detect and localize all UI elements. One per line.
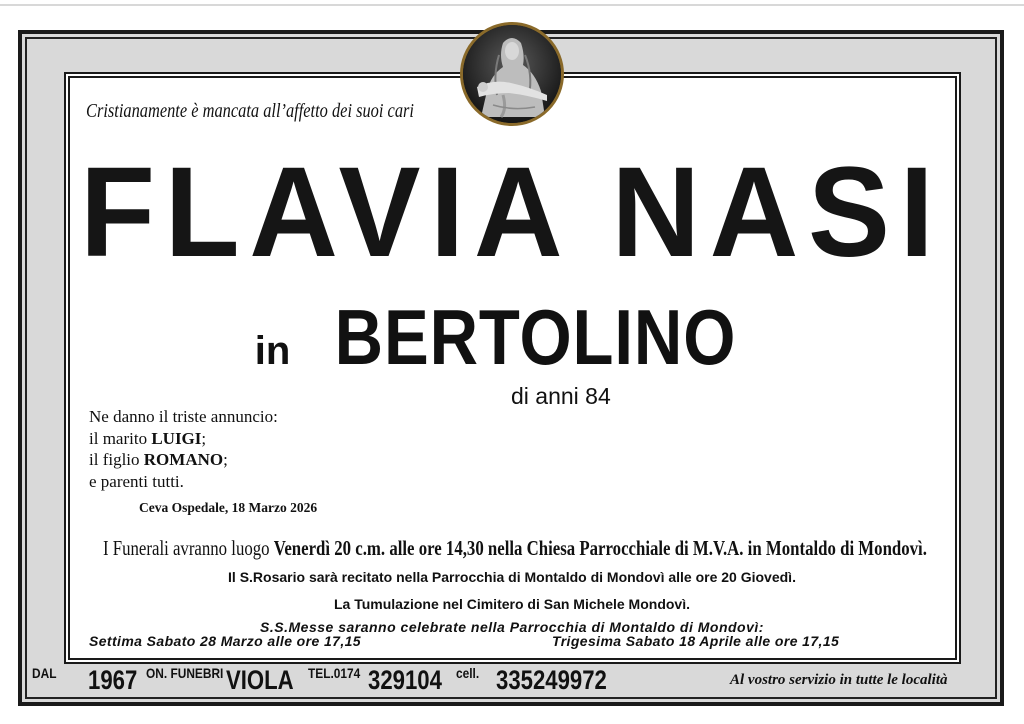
- announcement-lead: Ne danno il triste annuncio:: [89, 407, 278, 426]
- married-name: [0, 292, 1024, 383]
- rosario-info: Il S.Rosario sarà recitato nella Parrocchia di Montaldo di Mondovì alle ore 20 Giovedì.: [228, 569, 796, 585]
- announcement-line-prefix: il figlio: [89, 450, 144, 469]
- footer-cell-number: 335249972: [496, 665, 607, 695]
- footer-tel-number: 329104: [368, 665, 442, 695]
- footer-company: VIOLA: [226, 665, 294, 695]
- intro-line: Cristianamente è mancata all’affetto dei suoi cari: [86, 100, 414, 122]
- footer-year: 1967: [88, 665, 138, 695]
- announcement-line-husband: [89, 428, 278, 450]
- mass-thirtieth-day: Trigesima Sabato 18 Aprile alle ore 17,15: [552, 633, 840, 649]
- announcement-line-prefix: il marito: [89, 428, 152, 448]
- footer-cell-label: cell.: [456, 665, 480, 681]
- announcement-line-name: LUIGI: [151, 428, 202, 448]
- married-prefix: in: [254, 329, 291, 373]
- announcement-line-relatives: [89, 471, 278, 493]
- announcement-line-suffix: ;: [223, 450, 228, 469]
- footer-tel-label: TEL.0174: [308, 665, 361, 681]
- footer-dal: DAL: [32, 665, 57, 681]
- mass-seventh-day: Settima Sabato 28 Marzo alle ore 17,15: [89, 633, 361, 649]
- top-rule: [0, 4, 1024, 6]
- age: di anni 84: [511, 383, 611, 409]
- announcement-line-prefix: e parenti tutti.: [89, 471, 184, 491]
- announcement-line-son: [89, 449, 278, 471]
- announcement-line-suffix: ;: [201, 428, 207, 448]
- pieta-medallion-icon: [460, 22, 564, 126]
- deceased-name-text: FLAVIA NASI: [80, 141, 944, 284]
- deceased-name: [0, 141, 1024, 284]
- funeral-home-footer: [30, 665, 990, 701]
- announcement-line-name: ROMANO: [143, 450, 224, 469]
- place-date: Ceva Ospedale, 18 Marzo 2026: [139, 500, 318, 515]
- footer-on-funebri: ON. FUNEBRI: [146, 665, 224, 681]
- masses-title: S.S.Messe saranno celebrate nella Parrocchia di Montaldo di Mondovì:: [260, 619, 764, 635]
- footer-slogan: Al vostro servizio in tutte le località: [730, 672, 948, 688]
- burial-info: La Tumulazione nel Cimitero di San Michele Mondovì.: [333, 596, 690, 612]
- funeral-prefix: I Funerali avranno luogo: [102, 536, 274, 560]
- funeral-info: [0, 536, 1024, 561]
- funeral-details: Venerdì 20 c.m. alle ore 14,30 nella Chiesa Parrocchiale di M.V.A. in Montaldo di Mondovì.: [273, 536, 927, 560]
- announcement-block: [89, 406, 278, 492]
- married-surname: BERTOLINO: [334, 293, 737, 381]
